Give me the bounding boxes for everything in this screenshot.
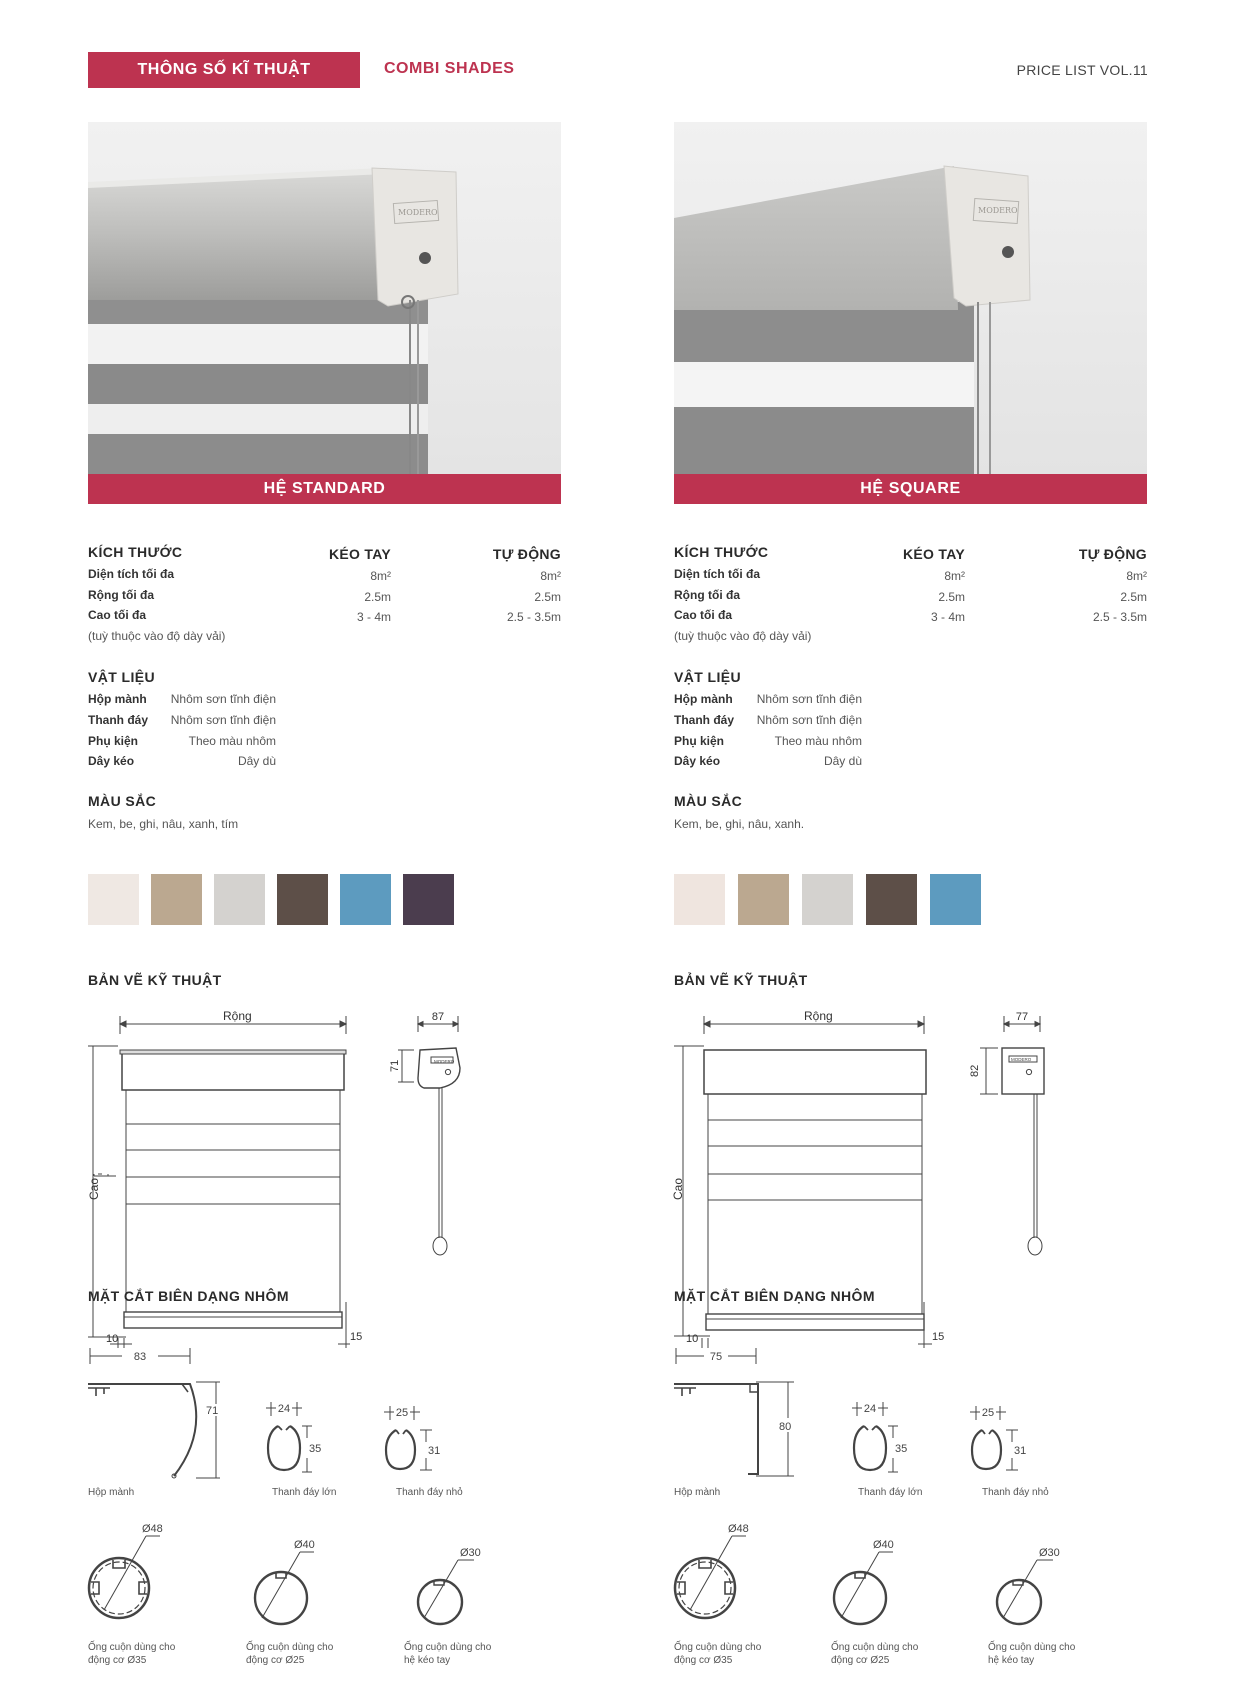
color-list: Kem, be, ghi, nâu, xanh, tím [88, 817, 239, 831]
color-swatch [151, 874, 202, 925]
side-height: 82 [969, 1064, 981, 1077]
product-name: COMBI SHADES [384, 60, 515, 77]
box-height: 80 [779, 1421, 792, 1433]
box-caption: Hộp mành [88, 1487, 135, 1498]
color-title: MÀU SẮC [88, 793, 157, 809]
size-title: KÍCH THƯỚC [88, 544, 183, 560]
material-label: Hộp mành [88, 692, 147, 706]
tube2-caption: Ống cuộn dùng cho động cơ Ø25 [246, 1642, 334, 1666]
square-profiles [674, 1342, 1147, 1472]
side-width: 87 [431, 1011, 445, 1023]
square-product-photo [674, 122, 1147, 474]
color-swatch [930, 874, 981, 925]
large-bar-height: 35 [895, 1443, 908, 1455]
material-value: Nhôm sơn tĩnh điện [756, 713, 862, 727]
size-row-auto: 2.5 - 3.5m [1092, 610, 1147, 624]
color-swatch [866, 874, 917, 925]
manual-header: KÉO TAY [328, 546, 391, 562]
standard-profiles [88, 1342, 561, 1472]
size-note: (tuỳ thuộc vào độ dày vải) [674, 629, 812, 643]
size-row-manual: 8m² [944, 569, 965, 583]
side-logo: MODERO [434, 1059, 455, 1064]
small-bar-caption: Thanh đáy nhỏ [982, 1487, 1049, 1498]
small-bar-height: 31 [428, 1445, 441, 1457]
square-column [671, 122, 1147, 1682]
drawing-title: BẢN VẼ KỸ THUẬT [674, 972, 808, 988]
dim-left: 10 [686, 1333, 699, 1345]
size-row-auto: 2.5 - 3.5m [506, 610, 561, 624]
size-row-manual: 2.5m [364, 590, 391, 604]
color-title: MÀU SẮC [674, 793, 743, 809]
standard-photo-logo: MODERO [398, 208, 438, 217]
tube3-caption: Ống cuộn dùng cho hệ kéo tay [404, 1642, 492, 1666]
size-row-auto: 2.5m [534, 590, 561, 604]
height-label: Cao [87, 1177, 101, 1200]
box-height: 71 [206, 1405, 219, 1417]
tube3-caption: Ống cuộn dùng cho hệ kéo tay [988, 1642, 1076, 1666]
material-value: Nhôm sơn tĩnh điện [756, 692, 862, 706]
material-label: Dây kéo [674, 754, 721, 768]
small-bar-caption: Thanh đáy nhỏ [396, 1487, 463, 1498]
size-row-manual: 2.5m [938, 590, 965, 604]
material-value: Nhôm sơn tĩnh điện [170, 713, 276, 727]
small-bar-height: 31 [1014, 1445, 1027, 1457]
tube1-caption: Ống cuộn dùng cho động cơ Ø35 [674, 1642, 762, 1666]
size-row-auto: 8m² [1126, 569, 1147, 583]
dim-right: 15 [932, 1331, 945, 1343]
side-logo: MODERO [1011, 1057, 1032, 1062]
dim-left: 10 [106, 1333, 119, 1345]
width-label: Rộng [223, 1009, 252, 1023]
color-swatch [277, 874, 328, 925]
material-label: Hộp mành [674, 692, 733, 706]
material-label: Phụ kiện [88, 734, 139, 748]
material-value: Theo màu nhôm [188, 734, 276, 748]
color-swatch [214, 874, 265, 925]
size-note: (tuỳ thuộc vào độ dày vải) [88, 629, 226, 643]
square-caption: HỆ SQUARE [674, 474, 1147, 504]
square-tubes [674, 1514, 1147, 1624]
tube2-caption: Ống cuộn dùng cho động cơ Ø25 [831, 1642, 919, 1666]
height-label: Cao [671, 1177, 685, 1200]
size-row-label: Rộng tối đa [674, 588, 740, 602]
color-list: Kem, be, ghi, nâu, xanh. [674, 817, 805, 831]
size-row-label: Diện tích tối đa [88, 567, 175, 581]
side-height: 71 [389, 1059, 401, 1072]
size-row-auto: 8m² [540, 569, 561, 583]
material-label: Thanh đáy [674, 713, 735, 727]
large-bar-height: 35 [309, 1443, 322, 1455]
width-label: Rộng [804, 1009, 833, 1023]
section-tag: THÔNG SỐ KĨ THUẬT [88, 52, 360, 88]
tube3-dia: Ø30 [1039, 1547, 1060, 1559]
tube1-caption: Ống cuộn dùng cho động cơ Ø35 [88, 1642, 176, 1666]
material-value: Dây dù [823, 754, 862, 768]
dim-right: 15 [350, 1331, 363, 1343]
standard-tubes [88, 1514, 561, 1624]
box-width: 83 [133, 1351, 147, 1363]
standard-column [88, 122, 561, 1682]
tube2-dia: Ø40 [873, 1539, 894, 1551]
standard-product-photo [88, 122, 561, 474]
size-row-manual: 3 - 4m [930, 610, 965, 624]
color-swatch [738, 874, 789, 925]
material-label: Thanh đáy [88, 713, 149, 727]
profile-title: MẶT CẮT BIÊN DẠNG NHÔM [674, 1288, 875, 1304]
material-title: VẬT LIỆU [88, 669, 155, 685]
material-value: Dây dù [237, 754, 276, 768]
tube1-dia: Ø48 [728, 1523, 749, 1535]
tube1-dia: Ø48 [142, 1523, 163, 1535]
side-width: 77 [1015, 1011, 1029, 1023]
material-value: Nhôm sơn tĩnh điện [170, 692, 276, 706]
size-row-label: Cao tối đa [88, 608, 147, 622]
color-swatch [340, 874, 391, 925]
auto-header: TỰ ĐỘNG [1078, 546, 1147, 562]
tube2-dia: Ø40 [294, 1539, 315, 1551]
size-title: KÍCH THƯỚC [674, 544, 769, 560]
color-swatch [802, 874, 853, 925]
size-row-label: Rộng tối đa [88, 588, 154, 602]
size-row-manual: 8m² [370, 569, 391, 583]
square-photo-logo: MODERO [978, 206, 1018, 215]
material-label: Dây kéo [88, 754, 135, 768]
box-width: 75 [709, 1351, 723, 1363]
tube3-dia: Ø30 [460, 1547, 481, 1559]
price-list-label: PRICE LIST VOL.11 [1016, 62, 1148, 78]
box-caption: Hộp mành [674, 1487, 721, 1498]
large-bar-width: 24 [277, 1403, 291, 1415]
small-bar-width: 25 [395, 1407, 409, 1419]
profile-title: MẶT CẮT BIÊN DẠNG NHÔM [88, 1288, 289, 1304]
standard-caption: HỆ STANDARD [88, 474, 561, 504]
size-row-auto: 2.5m [1120, 590, 1147, 604]
material-label: Phụ kiện [674, 734, 725, 748]
size-row-label: Diện tích tối đa [674, 567, 761, 581]
material-value: Theo màu nhôm [774, 734, 862, 748]
large-bar-width: 24 [863, 1403, 877, 1415]
small-bar-width: 25 [981, 1407, 995, 1419]
drawing-title: BẢN VẼ KỸ THUẬT [88, 972, 222, 988]
large-bar-caption: Thanh đáy lớn [272, 1487, 337, 1498]
auto-header: TỰ ĐỘNG [492, 546, 561, 562]
manual-header: KÉO TAY [902, 546, 965, 562]
size-row-manual: 3 - 4m [356, 610, 391, 624]
color-swatch [674, 874, 725, 925]
large-bar-caption: Thanh đáy lớn [858, 1487, 923, 1498]
color-swatch [88, 874, 139, 925]
size-row-label: Cao tối đa [674, 608, 733, 622]
color-swatch [403, 874, 454, 925]
material-title: VẬT LIỆU [674, 669, 741, 685]
